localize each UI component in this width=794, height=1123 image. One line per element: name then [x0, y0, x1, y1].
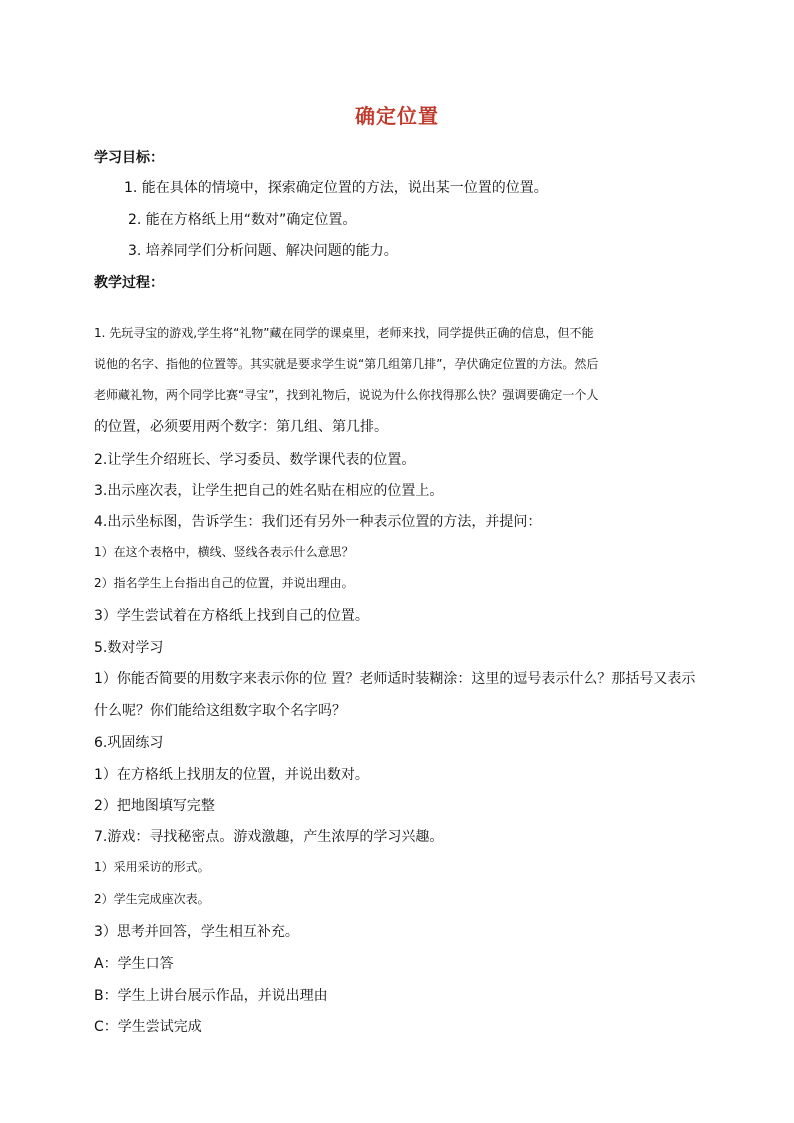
paragraph-line: 的位置，必须要用两个数字：第几组、第几排。 — [94, 419, 388, 435]
goal-item-1: 1. 能在具体的情境中，探索确定位置的方法，说出某一位置的位置。 — [124, 180, 548, 196]
list-item: 3）学生尝试着在方格纸上找到自己的位置。 — [94, 608, 369, 624]
list-item: 2）指名学生上台指出自己的位置，并说出理由。 — [94, 576, 354, 590]
list-item: 什么呢？你们能给这组数字取个名字吗？ — [94, 703, 346, 719]
process-heading: 教学过程： — [94, 275, 164, 291]
list-item: 3.出示座次表，让学生把自己的姓名贴在相应的位置上。 — [94, 483, 444, 499]
list-item: 2）把地图填写完整 — [94, 798, 215, 814]
list-item: A：学生口答 — [94, 956, 174, 972]
list-item: 1）你能否简要的用数字来表示你的位 置？老师适时装糊涂：这里的逗号表示什么？那括号又表示 — [94, 671, 696, 687]
list-item: 1）在这个表格中，横线、竖线各表示什么意思？ — [94, 545, 354, 559]
goal-item-2: 2. 能在方格纸上用“数对”确定位置。 — [128, 212, 357, 228]
list-item: 4.出示坐标图，告诉学生：我们还有另外一种表示位置的方法，并提问： — [94, 514, 542, 530]
list-item: 1）采用采访的形式。 — [94, 860, 210, 874]
goals-heading: 学习目标： — [94, 150, 164, 166]
list-item: 2）学生完成座次表。 — [94, 892, 210, 906]
list-item: 7.游戏：寻找秘密点。游戏激趣，产生浓厚的学习兴趣。 — [94, 829, 444, 845]
list-item: 6.巩固练习 — [94, 735, 164, 751]
list-item: 3）思考并回答，学生相互补充。 — [94, 924, 299, 940]
list-item: 1）在方格纸上找朋友的位置，并说出数对。 — [94, 767, 369, 783]
paragraph-line: 说他的名字、指他的位置等。其实就是要求学生说“第几组第几排”，孕伏确定位置的方法。然后 — [94, 357, 599, 371]
list-item: 2.让学生介绍班长、学习委员、数学课代表的位置。 — [94, 452, 416, 468]
list-item: C：学生尝试完成 — [94, 1019, 202, 1035]
page-title: 确定位置 — [355, 104, 439, 128]
list-item: B：学生上讲台展示作品，并说出理由 — [94, 988, 328, 1004]
paragraph-line: 1. 先玩寻宝的游戏,学生将“礼物”藏在同学的课桌里，老师来找，同学提供正确的信息，但不能 — [94, 326, 594, 340]
goal-item-3: 3. 培养同学们分析问题、解决问题的能力。 — [128, 243, 398, 259]
list-item: 5.数对学习 — [94, 640, 164, 656]
paragraph-line: 老师藏礼物，两个同学比赛“寻宝”，找到礼物后，说说为什么你找得那么快？强调要确定一个人 — [94, 388, 599, 402]
